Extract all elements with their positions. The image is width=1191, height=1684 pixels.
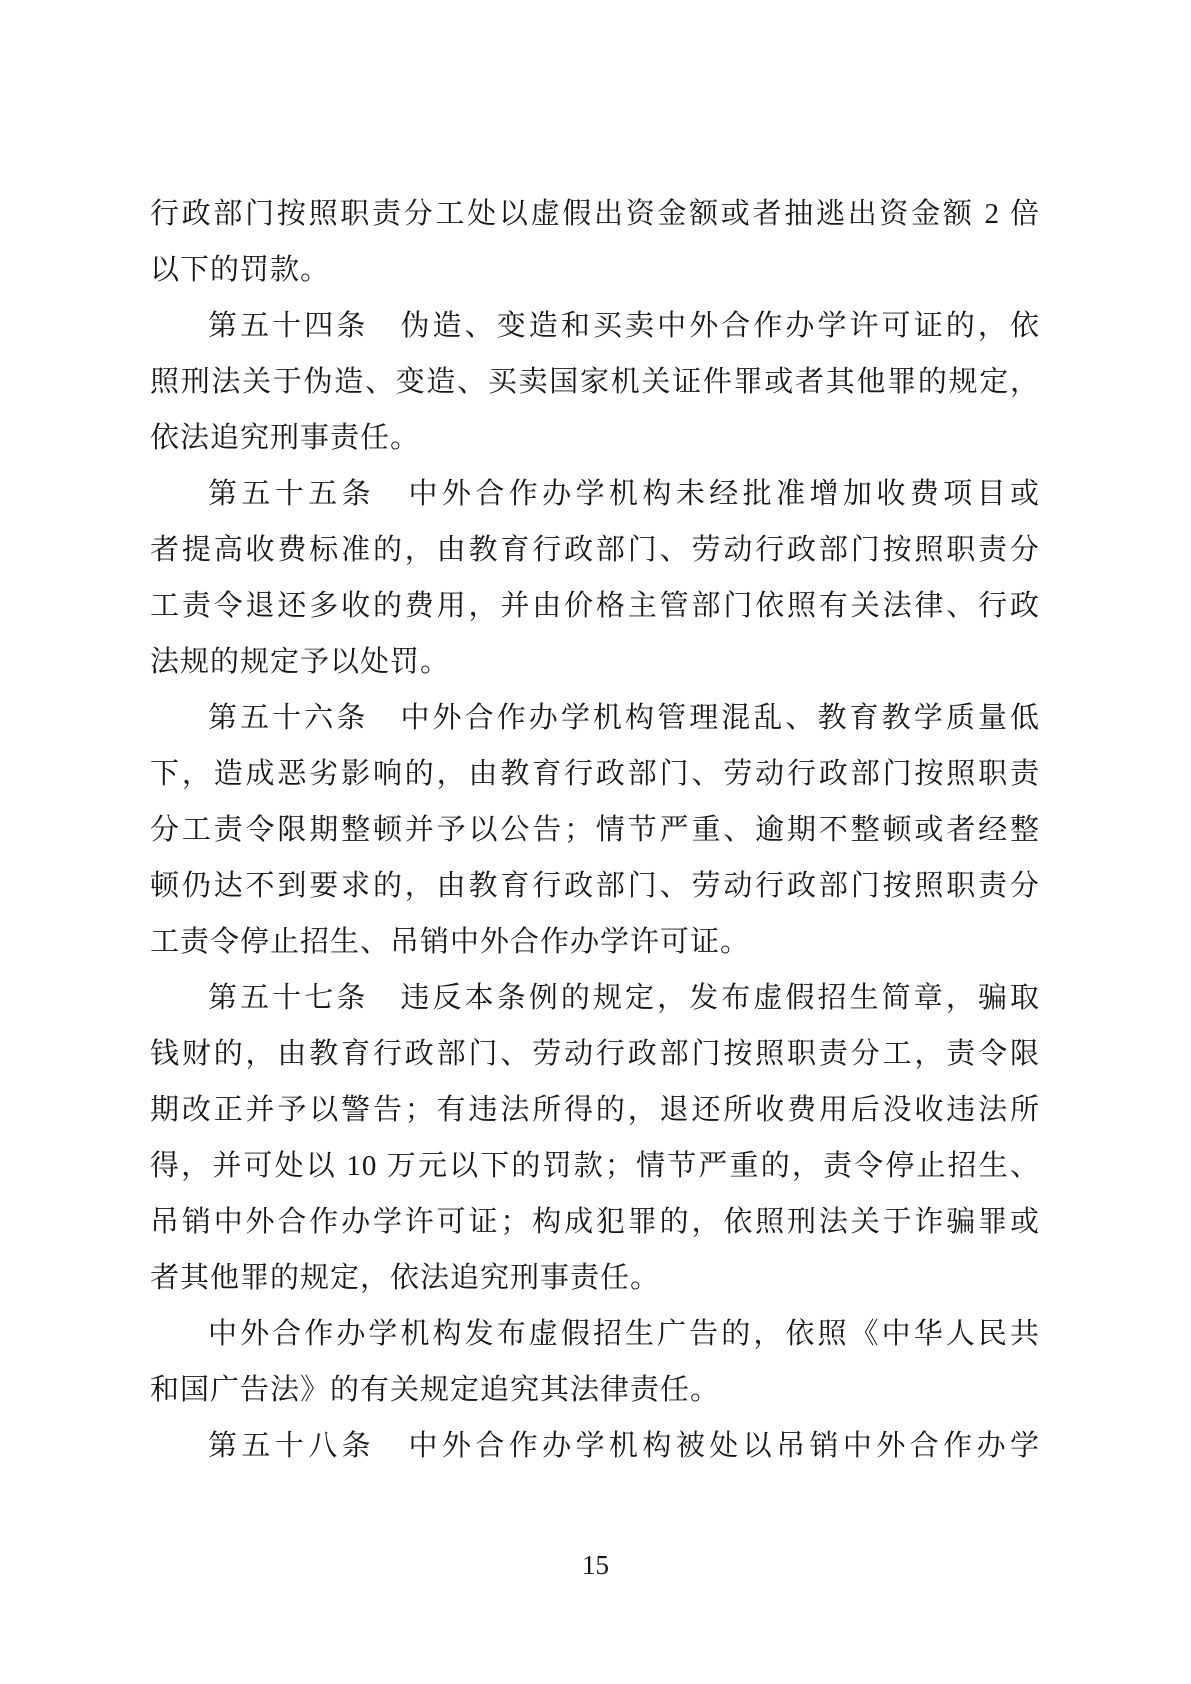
text-line: 法规的规定予以处罚。 <box>150 646 451 678</box>
text-line: 顿仍达不到要求的，由教育行政部门、劳动行政部门按照职责分 <box>150 870 1040 902</box>
text-line: 第五十七条 违反本条例的规定，发布虚假招生简章，骗取 <box>208 982 1040 1014</box>
text-line: 第五十六条 中外合作办学机构管理混乱、教育教学质量低 <box>208 702 1040 734</box>
text-line: 下，造成恶劣影响的，由教育行政部门、劳动行政部门按照职责 <box>150 758 1040 790</box>
text-line: 中外合作办学机构发布虚假招生广告的，依照《中华人民共 <box>208 1318 1040 1350</box>
text-line: 钱财的，由教育行政部门、劳动行政部门按照职责分工，责令限 <box>150 1038 1040 1070</box>
text-line: 照刑法关于伪造、变造、买卖国家机关证件罪或者其他罪的规定， <box>150 366 1040 398</box>
text-line: 依法追究刑事责任。 <box>150 422 421 454</box>
text-line: 分工责令限期整顿并予以公告；情节严重、逾期不整顿或者经整 <box>150 814 1040 846</box>
text-block <box>150 186 1040 1474</box>
text-line: 工责令停止招生、吊销中外合作办学许可证。 <box>150 926 751 958</box>
text-line: 期改正并予以警告；有违法所得的，退还所收费用后没收违法所 <box>150 1094 1040 1126</box>
text-line: 得，并可处以 10 万元以下的罚款；情节严重的，责令停止招生、 <box>150 1150 1040 1182</box>
text-line: 行政部门按照职责分工处以虚假出资金额或者抽逃出资金额 2 倍 <box>150 198 1040 230</box>
text-line: 者提高收费标准的，由教育行政部门、劳动行政部门按照职责分 <box>150 534 1040 566</box>
text-line: 吊销中外合作办学许可证；构成犯罪的，依照刑法关于诈骗罪或 <box>150 1206 1040 1238</box>
text-line: 者其他罪的规定，依法追究刑事责任。 <box>150 1262 661 1294</box>
text-line: 以下的罚款。 <box>150 254 331 286</box>
text-line: 和国广告法》的有关规定追究其法律责任。 <box>150 1374 721 1406</box>
text-line: 第五十八条 中外合作办学机构被处以吊销中外合作办学 <box>208 1430 1040 1462</box>
page-number: 15 <box>582 1550 609 1580</box>
text-line: 第五十五条 中外合作办学机构未经批准增加收费项目或 <box>208 478 1040 510</box>
text-line: 工责令退还多收的费用，并由价格主管部门依照有关法律、行政 <box>150 590 1040 622</box>
text-line: 第五十四条 伪造、变造和买卖中外合作办学许可证的，依 <box>208 310 1040 342</box>
